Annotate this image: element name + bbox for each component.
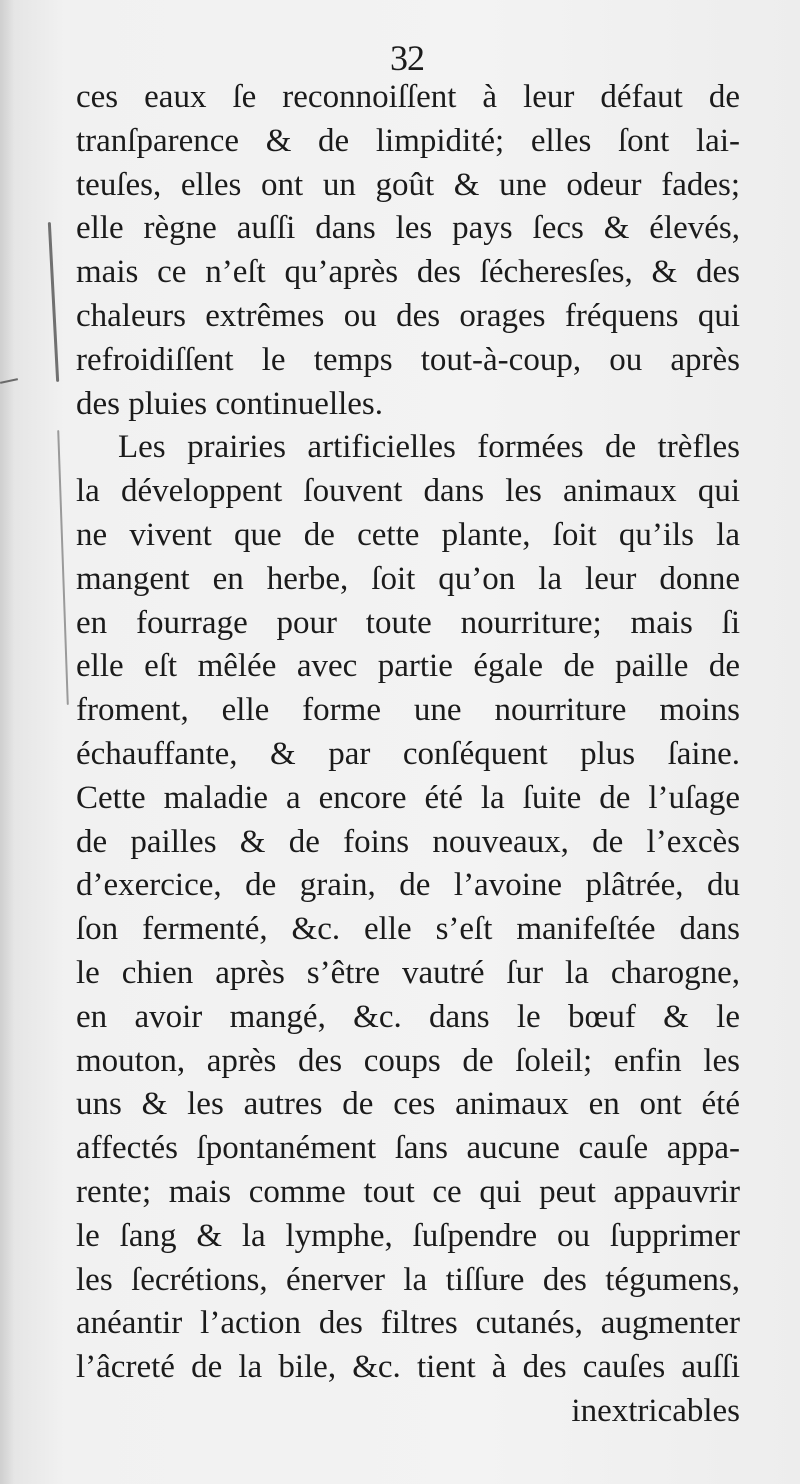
text-line: le ſang & la lymphe, ſuſpendre ou ſupprimer — [76, 1217, 740, 1254]
text-line: l’âcreté de la bile, &c. tient à des cauſes auſſi — [76, 1349, 740, 1386]
text-line: ces eaux ſe reconnoiſſent à leur défaut de — [76, 79, 740, 115]
text-line: la développent ſouvent dans les animaux qui — [76, 473, 740, 510]
text-line: de pailles & de foins nouveaux, de l’excès — [76, 823, 740, 860]
margin-bracket-mark — [48, 222, 59, 382]
text-line: anéantir l’action des filtres cutanés, augmenter — [76, 1305, 740, 1342]
text-line: elle eſt mêlée avec partie égale de paille de — [76, 648, 740, 685]
text-line: affectés ſpontanément ſans aucune cauſe appa- — [76, 1130, 740, 1167]
page-number: 32 — [390, 38, 424, 78]
text-line: en avoir mangé, &c. dans le bœuf & le — [76, 998, 740, 1035]
body-text — [76, 76, 740, 1434]
text-line: elle règne auſſi dans les pays ſecs & élevés, — [76, 210, 740, 247]
text-line: teuſes, elles ont un goût & une odeur fades; — [76, 166, 740, 203]
text-line: échauffante, & par conſéquent plus ſaine. — [76, 735, 740, 772]
text-line: mais ce n’eſt qu’après des ſécheresſes, & des — [76, 254, 740, 291]
paragraph-start-line: Les prairies artificielles formées de trèfles — [118, 429, 740, 466]
text-line: froment, elle forme une nourriture moins — [76, 692, 740, 729]
text-line: Cette maladie a encore été la ſuite de l’uſage — [76, 779, 740, 816]
text-line: rente; mais comme tout ce qui peut appauvrir — [76, 1173, 740, 1210]
text-line: en fourrage pour toute nourriture; mais ſi — [76, 604, 740, 641]
text-line: ſon fermenté, &c. elle s’eſt manifeſtée dans — [76, 911, 740, 948]
text-line: mouton, après des coups de ſoleil; enfin les — [76, 1042, 740, 1079]
text-line: ne vivent que de cette plante, ſoit qu’ils la — [76, 516, 740, 553]
page-gutter-shadow — [0, 0, 14, 1484]
text-line: tranſparence & de limpidité; elles ſont lai- — [76, 122, 740, 159]
text-line: mangent en herbe, ſoit qu’on la leur donne — [76, 560, 740, 597]
paragraph-end-line: des pluies continuelles. — [76, 385, 384, 422]
text-line: chaleurs extrêmes ou des orages fréquens qui — [76, 297, 740, 334]
text-line: uns & les autres de ces animaux en ont été — [76, 1086, 740, 1123]
text-line: refroidiſſent le temps tout-à-coup, ou après — [76, 341, 740, 378]
catchword: inextricables — [571, 1392, 740, 1429]
text-line: les ſecrétions, énerver la tiſſure des tégumens, — [76, 1261, 740, 1298]
text-line: le chien après s’être vautré ſur la charogne, — [76, 954, 740, 991]
margin-line-mark — [57, 430, 69, 705]
text-line: d’exercice, de grain, de l’avoine plâtrée, du — [76, 867, 740, 904]
